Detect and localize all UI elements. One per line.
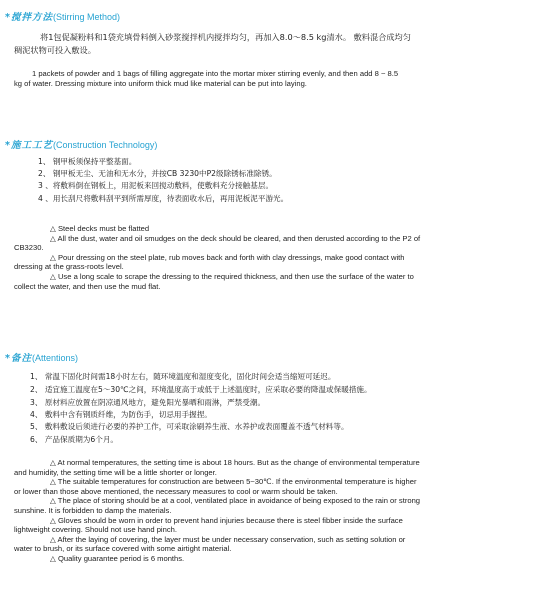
stirring-section-title <box>5 9 120 23</box>
attention-item-6: 6、 产品保质期为6个月。 <box>30 435 119 444</box>
attention-item-3: 3、 原材料应放置在阴凉通风地方，避免阳光暴晒和雨淋，严禁受潮。 <box>30 398 266 407</box>
stirring-en-line1: 1 packets of powder and 1 bags of filling aggregate into the mortar mixer stirring evenly, and then add 8 ~ 8.5 <box>32 69 399 78</box>
attention-en-line: △ The suitable temperatures for construction are between 5~30℃. If the environmental temperature is higher <box>50 477 417 487</box>
construction-en-line: collect the water, and then use the mud flat. <box>14 281 161 291</box>
attention-en-line: △ Gloves should be worn in order to prevent hand injuries because there is steel fibber inside the surface <box>50 515 403 525</box>
stirring-en-line2: kg of water. Dressing mixture into uniform thick mud like material can be put into laying. <box>14 78 307 88</box>
attention-en-line: △ Quality guarantee period is 6 months. <box>50 553 185 563</box>
attention-en-line: sunshine. It is forbidden to damp the materials. <box>14 505 172 515</box>
construction-section-title <box>5 137 157 151</box>
stirring-body-cn-line2: 稠泥状物可投入敷设。 <box>14 45 96 55</box>
attention-en-line: △ The place of storing should be at a cool, ventilated place in avoidance of being exposed to the rain or strong <box>50 496 421 506</box>
attention-en-line: △ At normal temperatures, the setting time is about 18 hours. But as the change of environmental temperature <box>50 458 420 467</box>
attention-item-5: 5、 敷料敷设后须进行必要的养护工作，可采取涂刷养生液、水养护或表面覆盖不透气材料等。 <box>30 422 349 431</box>
attention-en-line: lightweight covering. Should not use hand pinch. <box>14 525 177 535</box>
attentions-section-title <box>5 350 78 364</box>
stirring-title-en: (Stirring Method) <box>52 12 120 22</box>
attentions-title-en: (Attentions) <box>31 353 78 363</box>
attention-item-2: 2、 适宜施工温度在5～30℃之间，环境温度高于或低于上述温度时，应采取必要的降温或保暖措施。 <box>30 385 372 394</box>
construction-body-en <box>14 224 420 291</box>
construction-en-line: dressing at the grass-roots level. <box>14 262 124 272</box>
construction-step-4: 4 、用长刮尺将敷料刮平到所需厚度，待表面收水后，再用泥板泥平游光。 <box>38 194 289 203</box>
attention-en-line: and humidity, the setting time will be a little shorter or longer. <box>14 467 217 477</box>
construction-en-line: CB3230. <box>14 243 44 253</box>
construction-step-3: 3 、将敷料倒在钢板上，用泥板来回搅动敷料，使敷料充分接触基层。 <box>38 181 274 190</box>
attention-item-1: 1、 常温下固化时间需18小时左右，随环境温度和湿度变化，固化时间会适当缩短可延迟。 <box>30 372 336 381</box>
attention-en-line: or lower than those above mentioned, the necessary measures to cool or warm should be taken. <box>14 486 338 496</box>
construction-en-line: △ Use a long scale to scrape the dressing to the required thickness, and then use the surface of the water to <box>50 271 414 281</box>
construction-title-en: (Construction Technology) <box>52 140 158 150</box>
attention-en-line: water to brush, or its surface covered with some airtight material. <box>14 544 232 554</box>
construction-en-line: △ Steel decks must be flatted <box>50 224 150 233</box>
stirring-title-cn: *搅拌方法 <box>5 12 53 23</box>
construction-en-line: △ All the dust, water and oil smudges on the deck should be cleared, and then derusted according to the P2 of <box>50 233 421 243</box>
stirring-body-cn-line1: 将1包促凝粉料和1袋充填骨料倒入砂浆搅拌机内搅拌均匀，再加入8.0～8.5 kg清水。 敷料混合成均匀 <box>40 32 411 42</box>
stirring-body-en <box>14 69 398 88</box>
construction-step-1: 1、 钢甲板须保持平整基面。 <box>38 157 137 166</box>
construction-title-cn: *施工工艺 <box>5 140 53 151</box>
attention-en-line: △ After the laying of covering, the layer must be under necessary conservation, such as setting solution or <box>50 534 406 544</box>
attention-item-4: 4、 敷料中含有钢质纤维，为防伤手，切忌用手握捏。 <box>30 410 212 419</box>
construction-step-2: 2、 钢甲板无尘、无油和无水分，并按CB 3230中P2级除锈标准除锈。 <box>38 169 277 178</box>
construction-en-line: △ Pour dressing on the steel plate, rub moves back and forth with clay dressings, make good contact with <box>50 252 405 262</box>
attentions-title-cn: *备注 <box>5 353 32 364</box>
attentions-body-en <box>14 458 420 564</box>
